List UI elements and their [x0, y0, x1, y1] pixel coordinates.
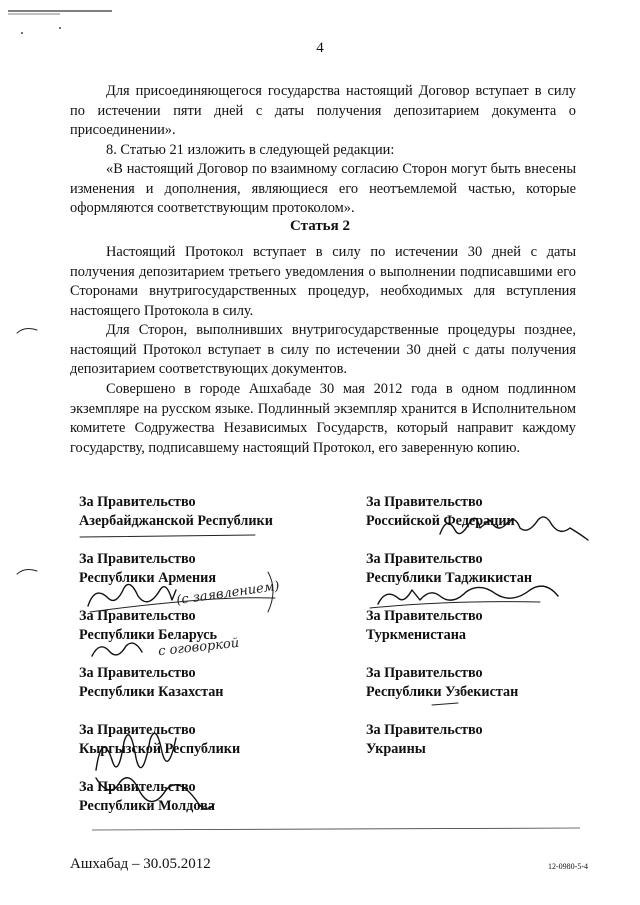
signature-block-turkmenistan: За Правительство Туркменистана [366, 608, 483, 643]
azerbaijan-signature-line [80, 535, 255, 537]
signature-block-moldova: За Правительство Республики Молдова [79, 779, 215, 814]
signature-block-russia: За Правительство Российской Федерации [366, 494, 515, 529]
tajikistan-signature-stroke [370, 602, 540, 608]
footer-doc-code: 12-0980-5-4 [548, 862, 588, 871]
paragraph: «В настоящий Договор по взаимному согласию Сторон могут быть внесены изменения и дополнения, являющиеся его неотъемлемой частью, которые оформляются соответствующим протоколом». [70, 161, 576, 216]
armenia-signature [88, 584, 176, 606]
footer-place-date: Ашхабад – 30.05.2012 [70, 856, 211, 872]
page-number: 4 [316, 40, 324, 56]
kyrgyzstan-signature [96, 733, 176, 770]
paragraph: Настоящий Протокол вступает в силу по истечении 30 дней с даты получения депозитарием третьего уведомления о выполнении подписавшими его Сторонами внутригосударственных процедур, необходимых для вступления настоящего Протокола в силу. [70, 244, 576, 319]
signature-block-tajikistan: За Правительство Республики Таджикистан [366, 551, 532, 586]
handwritten-note-armenia: (с заявлением) [175, 578, 281, 609]
signature-block-ukraine: За Правительство Украины [366, 722, 483, 757]
signature-block-kazakhstan: За Правительство Республики Казахстан [79, 665, 224, 700]
moldova-signature [96, 778, 214, 809]
handwritten-note-belarus: с оговоркой [157, 635, 240, 660]
signature-block-armenia: За Правительство Республики Армения [79, 551, 217, 586]
signature-block-uzbekistan: За Правительство Республики Узбекистан [366, 665, 519, 700]
article-heading: Статья 2 [290, 218, 350, 234]
belarus-signature [92, 643, 142, 656]
paragraph: Для Сторон, выполнивших внутригосударственные процедуры позднее, настоящий Протокол вступает в силу по истечении 30 дней с даты получения депозитарием соответствующих документов. [70, 322, 576, 377]
tajikistan-signature [378, 586, 558, 604]
signature-block-azerbaijan: За Правительство Азербайджанской Республики [79, 494, 273, 529]
paragraph: Для присоединяющегося государства настоящий Договор вступает в силу по истечении пяти дней с даты получения депозитарием документа о присоединении». [70, 83, 576, 138]
paragraph: 8. Статью 21 изложить в следующей редакции: [106, 142, 395, 158]
signature-block-kyrgyzstan: За Правительство Кыргызской Республики [79, 722, 241, 757]
bottom-rule [92, 828, 580, 830]
russia-signature [440, 517, 588, 540]
paragraph: Совершено в городе Ашхабаде 30 мая 2012 года в одном подлинном экземпляре на русском языке. Подлинный экземпляр хранится в Исполнительном комитете Содружества Независимых Государств, который направит каждому государству, подписавшему настоящий Протокол, его заверенную копию. [70, 381, 576, 456]
signature-block-belarus: За Правительство Республики Беларусь [79, 608, 217, 643]
uzbekistan-signature-mark [432, 703, 458, 705]
